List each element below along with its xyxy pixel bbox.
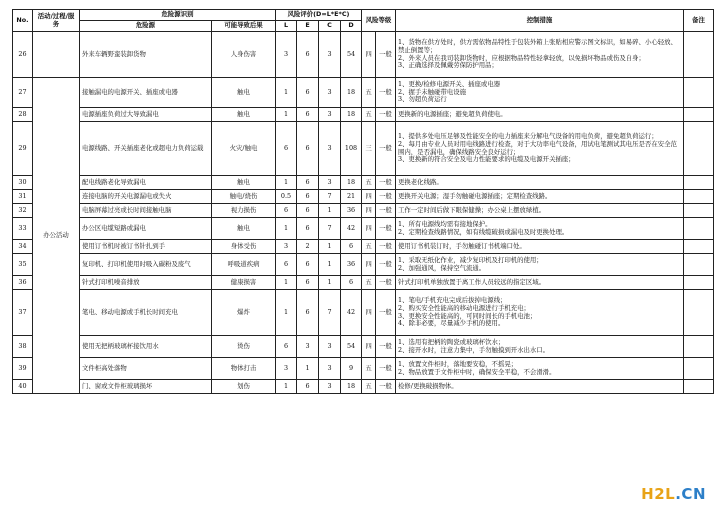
cell-c: 1 <box>319 204 341 218</box>
cell-grade: 五 <box>362 380 376 394</box>
control-measure-line: 更换开关电源；湿手勿触碰电源插座；定期检查线路。 <box>398 191 552 200</box>
cell-remark <box>684 358 714 380</box>
cell-no: 27 <box>13 78 33 108</box>
cell-level: 一般 <box>376 108 396 122</box>
cell-control <box>396 78 684 108</box>
header-l: L <box>276 21 297 32</box>
table-row <box>13 380 714 394</box>
cell-hazard: 复印机、打印机使用时吸入碳粉及废气 <box>80 254 212 276</box>
cell-no: 33 <box>13 218 33 240</box>
cell-e: 6 <box>297 32 319 78</box>
cell-remark <box>684 380 714 394</box>
control-measure-line: 2、加强通风，保持空气流通。 <box>398 263 486 272</box>
cell-remark <box>684 78 714 108</box>
cell-d: 18 <box>341 380 362 394</box>
cell-remark <box>684 240 714 254</box>
cell-l: 1 <box>276 108 297 122</box>
cell-no: 37 <box>13 290 33 336</box>
table-row <box>13 358 714 380</box>
cell-control <box>396 32 684 78</box>
cell-consequence: 健康损害 <box>212 276 276 290</box>
cell-consequence: 人身伤害 <box>212 32 276 78</box>
cell-control <box>396 190 684 204</box>
cell-remark <box>684 336 714 358</box>
cell-c: 3 <box>319 336 341 358</box>
cell-hazard: 办公区电缆短路或漏电 <box>80 218 212 240</box>
header-consequence: 可能导致后果 <box>212 21 276 32</box>
cell-level: 一般 <box>376 190 396 204</box>
cell-no: 30 <box>13 176 33 190</box>
cell-no: 31 <box>13 190 33 204</box>
cell-level: 一般 <box>376 336 396 358</box>
cell-c: 3 <box>319 380 341 394</box>
table-row <box>13 240 714 254</box>
control-measure-line: 1、货物在供方处时，供方需依物品特性于包装外箱上张贴相应警示图文标识，如易碎、小心轻放、禁止倒置等； <box>398 38 677 54</box>
cell-l: 6 <box>276 254 297 276</box>
control-measure-line: 1、放置文件柜时，落地要安稳，不摇晃； <box>398 359 518 368</box>
header-hazard: 危险源 <box>80 21 212 32</box>
cell-d: 54 <box>341 336 362 358</box>
cell-l: 3 <box>276 358 297 380</box>
cell-remark <box>684 176 714 190</box>
cell-d: 21 <box>341 190 362 204</box>
cell-consequence: 触电 <box>212 108 276 122</box>
cell-grade: 四 <box>362 254 376 276</box>
cell-l: 1 <box>276 218 297 240</box>
cell-d: 54 <box>341 32 362 78</box>
cell-grade: 五 <box>362 358 376 380</box>
cell-level: 一般 <box>376 290 396 336</box>
cell-e: 6 <box>297 78 319 108</box>
watermark-part-a: H2L <box>641 485 676 503</box>
cell-d: 18 <box>341 176 362 190</box>
cell-l: 1 <box>276 176 297 190</box>
cell-remark <box>684 204 714 218</box>
cell-level: 一般 <box>376 78 396 108</box>
control-measure-line: 使用订书机装订时，手勿触碰订书机端口处。 <box>398 241 526 250</box>
cell-hazard: 使用无把柄玻璃杯接饮用水 <box>80 336 212 358</box>
cell-consequence: 呼吸道疾病 <box>212 254 276 276</box>
cell-l: 1 <box>276 290 297 336</box>
cell-hazard: 电脑屏幕过亮或长时间接触电脑 <box>80 204 212 218</box>
header-e: E <box>297 21 319 32</box>
cell-e: 6 <box>297 254 319 276</box>
cell-remark <box>684 108 714 122</box>
control-measure-line: 3、更换新的符合安全及电力性能要求的电缆及电源开关插座； <box>398 155 575 164</box>
cell-hazard: 笔电、移动电源或手机长时间充电 <box>80 290 212 336</box>
cell-control <box>396 204 684 218</box>
cell-level: 一般 <box>376 204 396 218</box>
cell-grade: 四 <box>362 32 376 78</box>
cell-d: 18 <box>341 108 362 122</box>
cell-c: 3 <box>319 108 341 122</box>
cell-no: 29 <box>13 122 33 176</box>
table-row <box>13 204 714 218</box>
cell-consequence: 身体受伤 <box>212 240 276 254</box>
cell-d: 18 <box>341 78 362 108</box>
control-measure-line: 2、购买安全性能高的移动电源进行手机充电； <box>398 303 530 312</box>
cell-d: 42 <box>341 218 362 240</box>
cell-consequence: 触电 <box>212 78 276 108</box>
cell-l: 1 <box>276 380 297 394</box>
control-measure-line: 1、所有电源线均需有接地保护。 <box>398 219 492 228</box>
cell-c: 1 <box>319 240 341 254</box>
table-row <box>13 176 714 190</box>
header-risk-eval: 风险评价(D=L*E*C) <box>276 10 362 21</box>
control-measure-line: 1、更换/检修电源开关、插座或电器 <box>398 80 501 89</box>
cell-control <box>396 380 684 394</box>
cell-l: 6 <box>276 336 297 358</box>
control-measure-line: 更换老化线路。 <box>398 177 443 186</box>
header-remark: 备注 <box>684 10 714 32</box>
cell-e: 3 <box>297 336 319 358</box>
cell-d: 36 <box>341 204 362 218</box>
cell-control <box>396 240 684 254</box>
header-activity: 活动/过程/服务 <box>33 10 80 32</box>
cell-l: 3 <box>276 240 297 254</box>
cell-consequence: 烫伤 <box>212 336 276 358</box>
control-measure-line: 1、笔电/手机充电完成后拔掉电源线； <box>398 296 507 305</box>
cell-l: 3 <box>276 32 297 78</box>
table-row <box>13 108 714 122</box>
cell-level: 一般 <box>376 254 396 276</box>
table-row <box>13 336 714 358</box>
cell-consequence: 划伤 <box>212 380 276 394</box>
cell-level: 一般 <box>376 358 396 380</box>
cell-e: 6 <box>297 122 319 176</box>
cell-c: 7 <box>319 218 341 240</box>
cell-hazard: 外来车辆野蛮装卸货物 <box>80 32 212 78</box>
cell-hazard: 接触漏电的电源开关、插座或电器 <box>80 78 212 108</box>
cell-consequence: 触电/烧伤 <box>212 190 276 204</box>
cell-grade: 三 <box>362 122 376 176</box>
cell-activity: 办公活动 <box>33 78 80 394</box>
table-body <box>13 32 714 394</box>
cell-c: 3 <box>319 78 341 108</box>
cell-d: 108 <box>341 122 362 176</box>
cell-d: 42 <box>341 290 362 336</box>
cell-grade: 五 <box>362 176 376 190</box>
cell-control <box>396 358 684 380</box>
cell-c: 3 <box>319 358 341 380</box>
cell-consequence: 视力损伤 <box>212 204 276 218</box>
control-measure-line: 4、除非必要，尽量减少手机的使用。 <box>398 319 505 328</box>
cell-hazard: 电源线路、开关插座老化或超电力负荷运载 <box>80 122 212 176</box>
cell-no: 26 <box>13 32 33 78</box>
table-row <box>13 254 714 276</box>
cell-no: 28 <box>13 108 33 122</box>
cell-grade: 四 <box>362 204 376 218</box>
cell-grade: 四 <box>362 336 376 358</box>
cell-hazard: 连接电脑的开关电源漏电或失火 <box>80 190 212 204</box>
cell-consequence: 爆炸 <box>212 290 276 336</box>
cell-control <box>396 290 684 336</box>
cell-c: 1 <box>319 254 341 276</box>
header-risk-level: 风险等级 <box>362 10 396 32</box>
cell-level: 一般 <box>376 276 396 290</box>
control-measure-line: 3、正确选择及佩戴劳保防护用品； <box>398 61 498 70</box>
control-measure-line: 2、物品放置于文件柜中时，确保安全平稳，不会滑滑。 <box>398 367 556 376</box>
control-measure-line: 2、每月由专业人员对用电线路进行检查，对于大功率电气设备，用试电笔测试其电压是否在安全范围内，是否漏电，确保线路安全良好运行； <box>398 139 677 156</box>
cell-hazard: 配电线路老化导致漏电 <box>80 176 212 190</box>
cell-no: 40 <box>13 380 33 394</box>
cell-control <box>396 336 684 358</box>
cell-hazard: 门、窗或文件柜玻璃损坏 <box>80 380 212 394</box>
cell-c: 7 <box>319 290 341 336</box>
cell-consequence: 触电 <box>212 176 276 190</box>
cell-remark <box>684 290 714 336</box>
cell-control <box>396 122 684 176</box>
cell-level: 一般 <box>376 176 396 190</box>
cell-remark <box>684 276 714 290</box>
control-measure-line: 3、勿超负荷运行 <box>398 95 447 104</box>
cell-remark <box>684 190 714 204</box>
cell-no: 39 <box>13 358 33 380</box>
cell-grade: 五 <box>362 108 376 122</box>
control-measure-line: 2、握手未触碰带电设施 <box>398 87 466 96</box>
header-hazard-id: 危险源识别 <box>80 10 276 21</box>
cell-no: 34 <box>13 240 33 254</box>
control-measure-line: 1、提供多处电压足够及性能安全的电力插座来分解电气设备的用电负荷，避免超负荷运行； <box>398 132 658 141</box>
cell-no: 35 <box>13 254 33 276</box>
cell-e: 6 <box>297 218 319 240</box>
cell-grade: 五 <box>362 240 376 254</box>
cell-e: 6 <box>297 290 319 336</box>
cell-hazard: 电源插座负荷过大导致漏电 <box>80 108 212 122</box>
cell-e: 2 <box>297 240 319 254</box>
cell-level: 一般 <box>376 32 396 78</box>
control-measure-line: 更换新的电源插座；避免超负荷使电。 <box>398 109 507 118</box>
cell-control <box>396 218 684 240</box>
cell-level: 一般 <box>376 240 396 254</box>
cell-no: 36 <box>13 276 33 290</box>
watermark-part-b: .CN <box>675 485 706 503</box>
header-c: C <box>319 21 341 32</box>
cell-no: 32 <box>13 204 33 218</box>
cell-remark <box>684 254 714 276</box>
table-row <box>13 122 714 176</box>
cell-level: 一般 <box>376 122 396 176</box>
cell-remark <box>684 122 714 176</box>
cell-activity <box>33 32 80 78</box>
cell-control <box>396 176 684 190</box>
hazard-table <box>12 9 714 394</box>
control-measure-line: 2、定期检查线路情况，如有线缆破损或漏电及时更换处理。 <box>398 227 569 236</box>
cell-consequence: 火灾/触电 <box>212 122 276 176</box>
cell-level: 一般 <box>376 218 396 240</box>
cell-control <box>396 276 684 290</box>
cell-grade: 五 <box>362 78 376 108</box>
cell-hazard: 使用订书机时被订书针扎到手 <box>80 240 212 254</box>
cell-d: 6 <box>341 240 362 254</box>
cell-c: 7 <box>319 190 341 204</box>
cell-c: 3 <box>319 122 341 176</box>
table-row <box>13 32 714 78</box>
cell-consequence: 物体打击 <box>212 358 276 380</box>
control-measure-line: 检修/更换破损物体。 <box>398 381 458 390</box>
header-control: 控制措施 <box>396 10 684 32</box>
control-measure-line: 1、选用有把柄的陶瓷或玻璃杯饮水； <box>398 337 505 346</box>
control-measure-line: 2、外来人员在我司装卸货物时，应根据物品特性轻拿轻放，以免损坏物品或伤及自身； <box>398 53 645 62</box>
table-row <box>13 276 714 290</box>
cell-d: 36 <box>341 254 362 276</box>
cell-grade: 五 <box>362 276 376 290</box>
cell-d: 6 <box>341 276 362 290</box>
table-row <box>13 190 714 204</box>
cell-d: 9 <box>341 358 362 380</box>
table-row <box>13 78 714 108</box>
control-measure-line: 工作一定时间后做下眼保健操；办公桌上摆放绿植。 <box>398 205 545 214</box>
cell-remark <box>684 32 714 78</box>
cell-c: 3 <box>319 176 341 190</box>
cell-grade: 四 <box>362 290 376 336</box>
cell-e: 6 <box>297 380 319 394</box>
control-measure-line: 针式打印机单独放置于离工作人员较远的指定区域。 <box>398 277 545 286</box>
cell-c: 1 <box>319 276 341 290</box>
control-measure-line: 1、采取无纸化作业，减少复印机及打印机的使用； <box>398 255 543 264</box>
cell-e: 6 <box>297 108 319 122</box>
cell-e: 6 <box>297 176 319 190</box>
cell-grade: 四 <box>362 218 376 240</box>
cell-l: 1 <box>276 78 297 108</box>
cell-l: 1 <box>276 276 297 290</box>
cell-l: 6 <box>276 204 297 218</box>
control-measure-line: 3、更换安全性能高的，可同时间长的手机电池； <box>398 311 537 320</box>
cell-no: 38 <box>13 336 33 358</box>
cell-control <box>396 108 684 122</box>
cell-e: 6 <box>297 276 319 290</box>
cell-level: 一般 <box>376 380 396 394</box>
cell-l: 6 <box>276 122 297 176</box>
cell-e: 6 <box>297 190 319 204</box>
cell-consequence: 触电 <box>212 218 276 240</box>
cell-e: 6 <box>297 204 319 218</box>
cell-hazard: 文件柜高处落物 <box>80 358 212 380</box>
table-row <box>13 218 714 240</box>
cell-remark <box>684 218 714 240</box>
cell-hazard: 针式打印机噪音排放 <box>80 276 212 290</box>
control-measure-line: 2、接开水时，注意力集中，手勿触摸到开水出水口。 <box>398 345 550 354</box>
table-row <box>13 290 714 336</box>
site-watermark <box>641 485 706 503</box>
header-no: No. <box>13 10 33 32</box>
cell-l: 0.5 <box>276 190 297 204</box>
cell-control <box>396 254 684 276</box>
cell-e: 1 <box>297 358 319 380</box>
cell-c: 3 <box>319 32 341 78</box>
header-d: D <box>341 21 362 32</box>
cell-grade: 四 <box>362 190 376 204</box>
